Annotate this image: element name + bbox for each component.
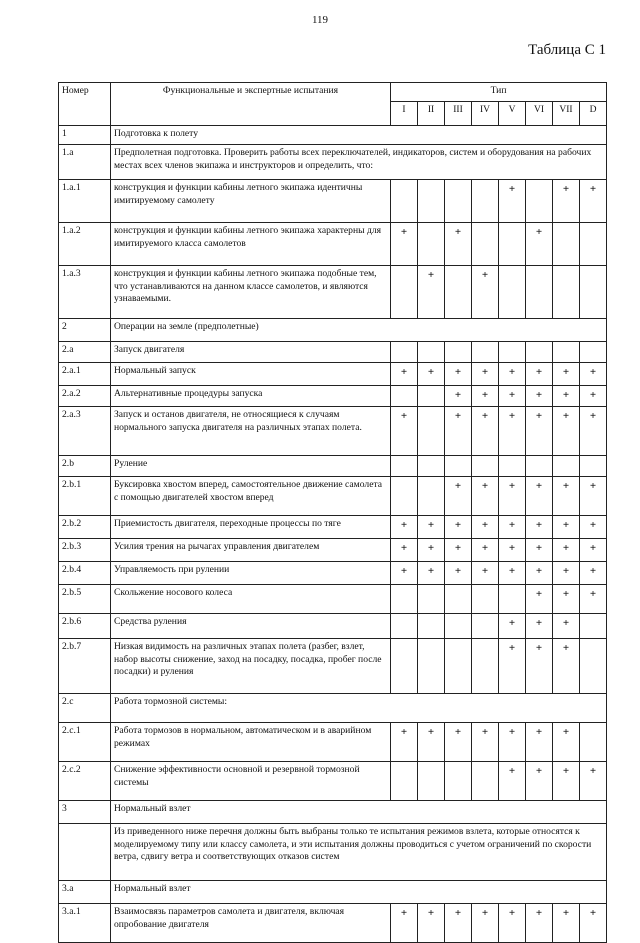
mark-cell-ii (418, 386, 445, 407)
mark-cell-iii: + (445, 477, 472, 516)
mark-cell-d: + (580, 539, 607, 562)
mark-cell-vii: + (553, 180, 580, 223)
row-number: 2.b.2 (59, 516, 111, 539)
table-row (59, 881, 607, 904)
mark-cell-d: + (580, 516, 607, 539)
mark-cell-d: + (580, 407, 607, 456)
mark-cell-vii: + (553, 539, 580, 562)
mark-cell-vi: + (526, 585, 553, 614)
mark-cell-v: + (499, 904, 526, 943)
mark-cell-i: + (391, 562, 418, 585)
mark-cell-v: + (499, 639, 526, 694)
mark-cell-v (499, 585, 526, 614)
table-row (59, 516, 607, 539)
mark-cell-d (580, 266, 607, 319)
table-row (59, 145, 607, 180)
table-row (59, 386, 607, 407)
mark-cell-iv (472, 762, 499, 801)
mark-cell-iv (472, 585, 499, 614)
mark-cell-iii: + (445, 363, 472, 386)
table-row (59, 614, 607, 639)
row-number: 2.b.5 (59, 585, 111, 614)
mark-cell-v: + (499, 386, 526, 407)
mark-cell-v: + (499, 539, 526, 562)
row-number: 2.a (59, 342, 111, 363)
row-number: 1.a.3 (59, 266, 111, 319)
mark-cell-iii: + (445, 386, 472, 407)
mark-cell-vii (553, 456, 580, 477)
mark-cell-ii: + (418, 539, 445, 562)
mark-cell-iii: + (445, 904, 472, 943)
mark-cell-d: + (580, 904, 607, 943)
row-description: Управляемость при рулении (111, 562, 391, 585)
row-number: 2.a.2 (59, 386, 111, 407)
mark-cell-vi: + (526, 407, 553, 456)
row-number: 1.a (59, 145, 111, 180)
mark-cell-ii (418, 456, 445, 477)
row-number: 2.b.1 (59, 477, 111, 516)
mark-cell-v (499, 342, 526, 363)
tests-table (58, 82, 607, 943)
mark-cell-iii (445, 342, 472, 363)
mark-cell-d (580, 342, 607, 363)
header-col-4: IV (472, 102, 499, 126)
mark-cell-vii: + (553, 639, 580, 694)
row-number: 1.a.2 (59, 223, 111, 266)
row-number: 2.c.1 (59, 723, 111, 762)
row-description: Запуск двигателя (111, 342, 391, 363)
row-description: Нормальный взлет (111, 801, 607, 824)
mark-cell-ii (418, 585, 445, 614)
row-description: Средства руления (111, 614, 391, 639)
table-row (59, 180, 607, 223)
row-description: Операции на земле (предполетные) (111, 319, 607, 342)
mark-cell-iv (472, 614, 499, 639)
mark-cell-vii (553, 223, 580, 266)
mark-cell-iii: + (445, 539, 472, 562)
mark-cell-i (391, 386, 418, 407)
mark-cell-iii (445, 762, 472, 801)
mark-cell-iii: + (445, 562, 472, 585)
header-col-5: V (499, 102, 526, 126)
table-row (59, 266, 607, 319)
table-row (59, 407, 607, 456)
mark-cell-vi: + (526, 762, 553, 801)
table-row (59, 342, 607, 363)
mark-cell-iii (445, 266, 472, 319)
table-row (59, 223, 607, 266)
mark-cell-vii (553, 342, 580, 363)
mark-cell-d (580, 456, 607, 477)
mark-cell-vi: + (526, 477, 553, 516)
mark-cell-i (391, 762, 418, 801)
mark-cell-ii (418, 223, 445, 266)
row-description: Запуск и останов двигателя, не относящиеся к случаям нормального запуска двигателя на различных этапах полета. (111, 407, 391, 456)
mark-cell-d: + (580, 386, 607, 407)
mark-cell-vii: + (553, 516, 580, 539)
mark-cell-iv: + (472, 904, 499, 943)
mark-cell-ii (418, 477, 445, 516)
row-number: 2 (59, 319, 111, 342)
mark-cell-i (391, 614, 418, 639)
row-number: 2.c.2 (59, 762, 111, 801)
mark-cell-i (391, 456, 418, 477)
table-row (59, 639, 607, 694)
row-description: конструкция и функции кабины летного экипажа подобные тем, что устанавливаются на данном классе самолетов, и являются узнаваемыми. (111, 266, 391, 319)
mark-cell-v: + (499, 516, 526, 539)
mark-cell-vii (553, 266, 580, 319)
mark-cell-iv: + (472, 539, 499, 562)
mark-cell-v: + (499, 562, 526, 585)
mark-cell-i: + (391, 516, 418, 539)
row-description: конструкция и функции кабины летного экипажа характерны для имитируемого класса самолетов (111, 223, 391, 266)
mark-cell-d (580, 723, 607, 762)
mark-cell-iii (445, 639, 472, 694)
mark-cell-iv: + (472, 363, 499, 386)
mark-cell-iv: + (472, 562, 499, 585)
table-row (59, 801, 607, 824)
mark-cell-vii: + (553, 386, 580, 407)
row-number: 2.b.6 (59, 614, 111, 639)
row-description: Предполетная подготовка. Проверить работы всех переключателей, индикаторов, систем и оборудования на рабочих местах всех членов экипажа и инструкторов и определить, что: (111, 145, 607, 180)
mark-cell-iv (472, 456, 499, 477)
table-row (59, 477, 607, 516)
mark-cell-ii: + (418, 266, 445, 319)
mark-cell-vi (526, 342, 553, 363)
mark-cell-ii (418, 180, 445, 223)
mark-cell-iv: + (472, 266, 499, 319)
row-number: 3 (59, 801, 111, 824)
mark-cell-v (499, 223, 526, 266)
table-row (59, 762, 607, 801)
row-number: 3.a.1 (59, 904, 111, 943)
row-number: 1.a.1 (59, 180, 111, 223)
mark-cell-ii (418, 762, 445, 801)
mark-cell-vi: + (526, 223, 553, 266)
mark-cell-vii: + (553, 477, 580, 516)
mark-cell-i: + (391, 363, 418, 386)
row-number (59, 824, 111, 881)
mark-cell-v (499, 456, 526, 477)
mark-cell-i: + (391, 723, 418, 762)
mark-cell-ii: + (418, 516, 445, 539)
mark-cell-vi: + (526, 562, 553, 585)
mark-cell-d: + (580, 180, 607, 223)
mark-cell-vii: + (553, 585, 580, 614)
row-number: 1 (59, 126, 111, 145)
header-col-6: VI (526, 102, 553, 126)
mark-cell-vii: + (553, 904, 580, 943)
row-description: Низкая видимость на различных этапах полета (разбег, взлет, набор высоты снижение, заход на посадку, посадка, пробег после посадки) и руления (111, 639, 391, 694)
mark-cell-i (391, 180, 418, 223)
mark-cell-iv (472, 223, 499, 266)
mark-cell-d (580, 639, 607, 694)
mark-cell-vi: + (526, 539, 553, 562)
mark-cell-i: + (391, 407, 418, 456)
page-number: 119 (311, 14, 329, 26)
table-row (59, 694, 607, 723)
mark-cell-d: + (580, 562, 607, 585)
header-row-type (59, 83, 607, 102)
table-row (59, 585, 607, 614)
mark-cell-i: + (391, 223, 418, 266)
mark-cell-v: + (499, 477, 526, 516)
mark-cell-d (580, 614, 607, 639)
row-number: 3.a (59, 881, 111, 904)
mark-cell-vi: + (526, 363, 553, 386)
mark-cell-iv (472, 180, 499, 223)
table-row (59, 562, 607, 585)
table-row (59, 126, 607, 145)
table-row (59, 904, 607, 943)
mark-cell-v (499, 266, 526, 319)
mark-cell-vii: + (553, 614, 580, 639)
row-number: 2.b.4 (59, 562, 111, 585)
mark-cell-ii: + (418, 562, 445, 585)
mark-cell-vii: + (553, 562, 580, 585)
mark-cell-v: + (499, 762, 526, 801)
mark-cell-i: + (391, 904, 418, 943)
row-number: 2.c (59, 694, 111, 723)
mark-cell-vii: + (553, 363, 580, 386)
row-description: Усилия трения на рычагах управления двигателем (111, 539, 391, 562)
mark-cell-iv: + (472, 516, 499, 539)
mark-cell-iii (445, 180, 472, 223)
mark-cell-d: + (580, 363, 607, 386)
mark-cell-iii: + (445, 407, 472, 456)
mark-cell-ii (418, 614, 445, 639)
mark-cell-vi: + (526, 386, 553, 407)
row-number: 2.a.3 (59, 407, 111, 456)
row-description: Работа тормозной системы: (111, 694, 607, 723)
mark-cell-iii: + (445, 723, 472, 762)
mark-cell-d: + (580, 762, 607, 801)
mark-cell-v: + (499, 363, 526, 386)
header-number: Номер (59, 83, 111, 126)
mark-cell-vi (526, 180, 553, 223)
row-description: Альтернативные процедуры запуска (111, 386, 391, 407)
row-description: Снижение эффективности основной и резервной тормозной системы (111, 762, 391, 801)
header-col-8: D (580, 102, 607, 126)
row-number: 2.b.7 (59, 639, 111, 694)
header-type: Тип (391, 83, 607, 102)
mark-cell-ii: + (418, 723, 445, 762)
mark-cell-i (391, 266, 418, 319)
row-description: Скольжение носового колеса (111, 585, 391, 614)
row-description: Работа тормозов в нормальном, автоматическом и в аварийном режимах (111, 723, 391, 762)
mark-cell-ii (418, 639, 445, 694)
mark-cell-vi: + (526, 723, 553, 762)
mark-cell-vii: + (553, 762, 580, 801)
mark-cell-iv: + (472, 477, 499, 516)
row-number: 2.a.1 (59, 363, 111, 386)
mark-cell-iv (472, 342, 499, 363)
header-col-7: VII (553, 102, 580, 126)
mark-cell-i (391, 342, 418, 363)
row-number: 2.b (59, 456, 111, 477)
mark-cell-vi (526, 266, 553, 319)
mark-cell-i (391, 585, 418, 614)
mark-cell-d: + (580, 477, 607, 516)
mark-cell-iii (445, 585, 472, 614)
mark-cell-v: + (499, 180, 526, 223)
mark-cell-ii (418, 407, 445, 456)
row-description: Нормальный запуск (111, 363, 391, 386)
mark-cell-i (391, 639, 418, 694)
mark-cell-iv: + (472, 386, 499, 407)
row-description: Из приведенного ниже перечня должны быть выбраны только те испытания режимов взлета, которые относятся к моделируемому типу или классу самолета, и эти испытания должны проводиться с учетом ограничений по скорости ветра, сдвигу ветра и соответствующих отказов систем (111, 824, 607, 881)
mark-cell-iv: + (472, 723, 499, 762)
row-number: 2.b.3 (59, 539, 111, 562)
mark-cell-iii: + (445, 223, 472, 266)
header-col-3: III (445, 102, 472, 126)
mark-cell-i: + (391, 539, 418, 562)
mark-cell-vi: + (526, 614, 553, 639)
mark-cell-v: + (499, 614, 526, 639)
mark-cell-vii: + (553, 723, 580, 762)
table-row (59, 539, 607, 562)
table-row (59, 319, 607, 342)
table-row (59, 723, 607, 762)
row-description: Подготовка к полету (111, 126, 607, 145)
mark-cell-vii: + (553, 407, 580, 456)
mark-cell-vi: + (526, 904, 553, 943)
mark-cell-vi: + (526, 516, 553, 539)
row-description: Буксировка хвостом вперед, самостоятельное движение самолета с помощью двигателей хвостом вперед (111, 477, 391, 516)
mark-cell-iii: + (445, 516, 472, 539)
header-description: Функциональные и экспертные испытания (111, 83, 391, 126)
row-description: Нормальный взлет (111, 881, 607, 904)
mark-cell-vi: + (526, 639, 553, 694)
table-title: Таблица С 1 (528, 42, 606, 58)
mark-cell-iii (445, 614, 472, 639)
mark-cell-iv: + (472, 407, 499, 456)
mark-cell-ii: + (418, 904, 445, 943)
header-col-2: II (418, 102, 445, 126)
mark-cell-d: + (580, 585, 607, 614)
mark-cell-iv (472, 639, 499, 694)
table-row (59, 824, 607, 881)
mark-cell-ii (418, 342, 445, 363)
row-description: Взаимосвязь параметров самолета и двигателя, включая опробование двигателя (111, 904, 391, 943)
mark-cell-iii (445, 456, 472, 477)
mark-cell-vi (526, 456, 553, 477)
mark-cell-d (580, 223, 607, 266)
row-description: конструкция и функции кабины летного экипажа идентичны имитируемому самолету (111, 180, 391, 223)
mark-cell-i (391, 477, 418, 516)
mark-cell-ii: + (418, 363, 445, 386)
row-description: Руление (111, 456, 391, 477)
header-col-1: I (391, 102, 418, 126)
mark-cell-v: + (499, 407, 526, 456)
table-row (59, 456, 607, 477)
table-row (59, 363, 607, 386)
mark-cell-v: + (499, 723, 526, 762)
row-description: Приемистость двигателя, переходные процессы по тяге (111, 516, 391, 539)
